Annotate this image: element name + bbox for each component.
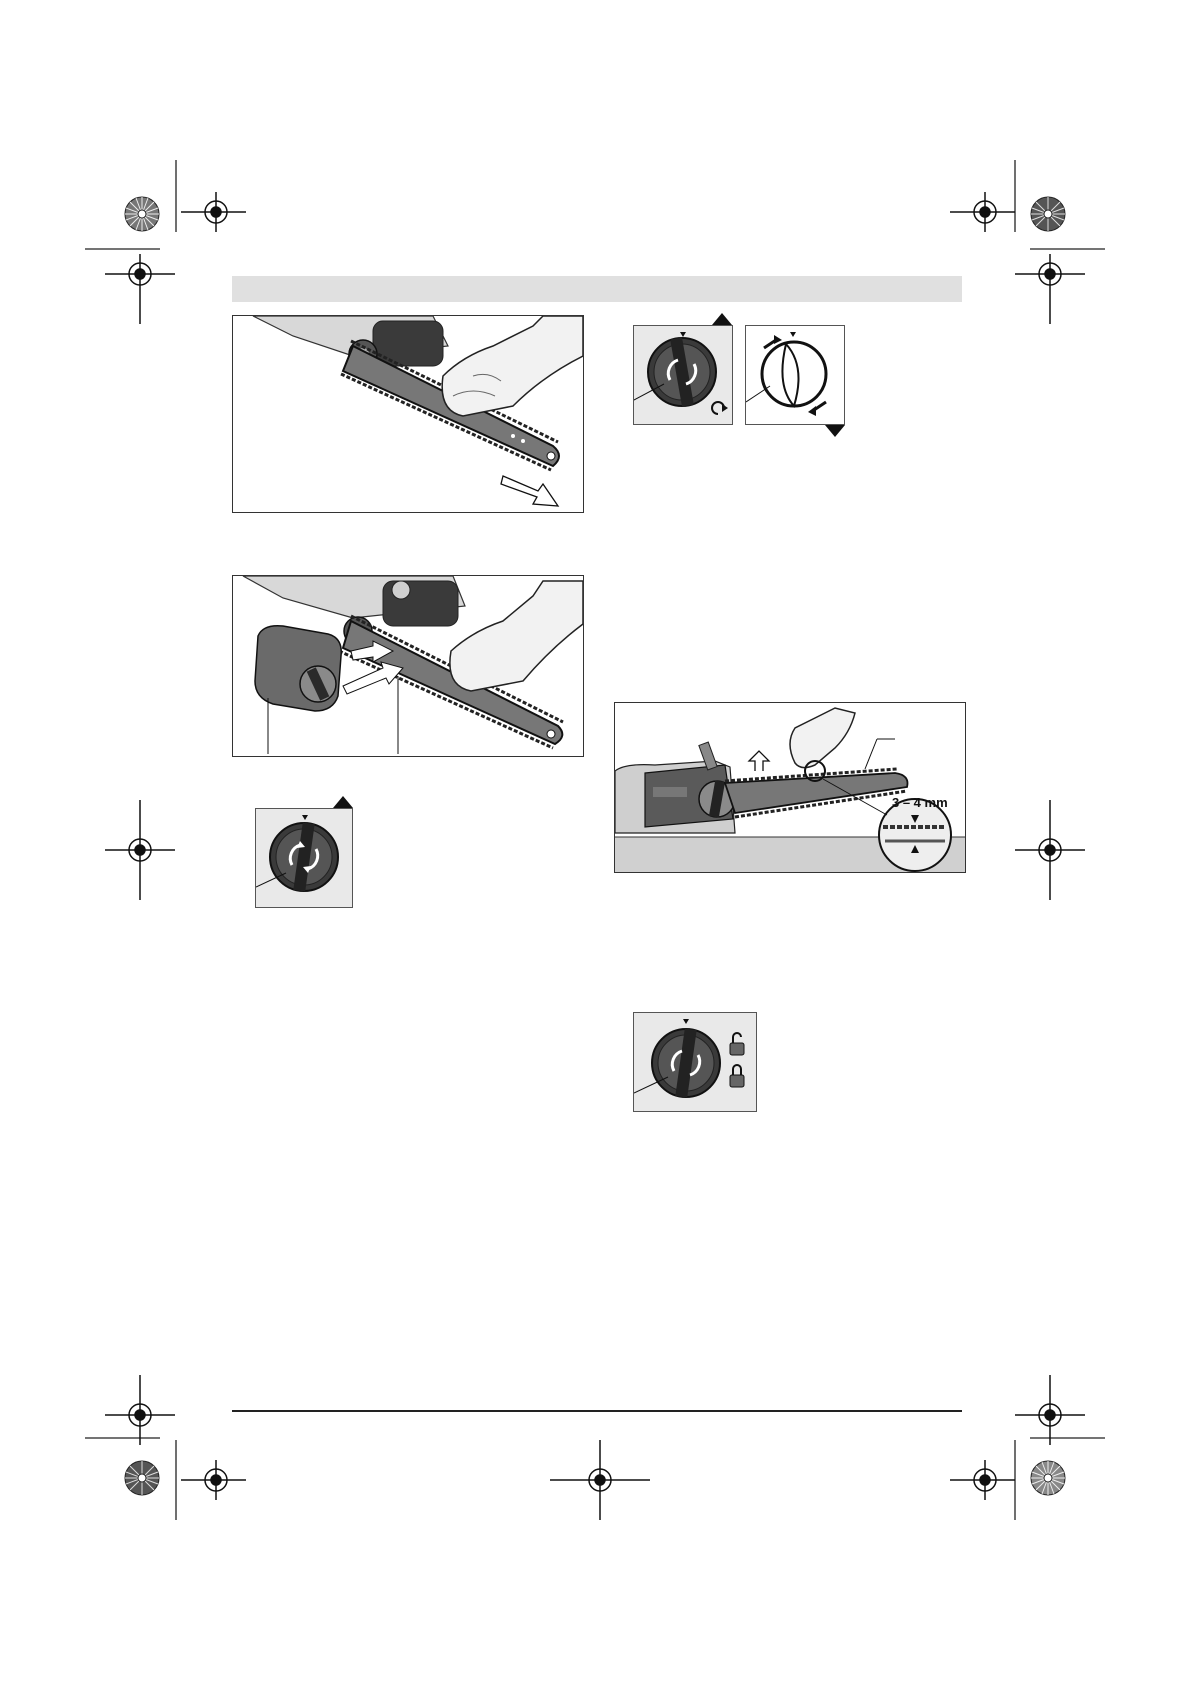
registration-mark-icon (550, 1440, 650, 1520)
color-wheel-icon (124, 196, 160, 232)
color-wheel-icon (1030, 196, 1066, 232)
registration-mark-icon (105, 800, 175, 900)
figure-chain-removal (232, 315, 584, 513)
lock-open-icon (730, 1033, 744, 1055)
figure-dial-left (255, 808, 353, 908)
figure-fit-cover (232, 575, 584, 757)
registration-mark-icon (1015, 800, 1085, 900)
lock-closed-icon (730, 1065, 744, 1087)
triangle-marker (825, 425, 845, 437)
registration-mark-icon (1015, 254, 1085, 324)
registration-mark-icon (105, 254, 175, 324)
figure-dial-tighten (745, 325, 845, 425)
registration-mark-icon (1015, 1375, 1085, 1445)
triangle-marker (333, 796, 353, 808)
footer-rule (232, 1410, 962, 1412)
registration-mark-icon (105, 1375, 175, 1445)
figure-chain-tension (614, 702, 966, 873)
registration-mark-icon (176, 192, 246, 232)
color-wheel-icon (124, 1460, 160, 1496)
registration-mark-icon (945, 192, 1015, 232)
arrow-right-icon (501, 476, 558, 506)
color-wheel-icon (1030, 1460, 1066, 1496)
gap-measurement-label: 3 – 4 mm (892, 795, 948, 810)
registration-mark-icon (945, 1460, 1015, 1500)
figure-dial-loosen (633, 325, 733, 425)
registration-mark-icon (176, 1460, 246, 1500)
header-bar (232, 276, 962, 302)
arrow-up-icon (749, 751, 769, 771)
triangle-marker (712, 313, 732, 325)
figure-dial-lock (633, 1012, 757, 1112)
